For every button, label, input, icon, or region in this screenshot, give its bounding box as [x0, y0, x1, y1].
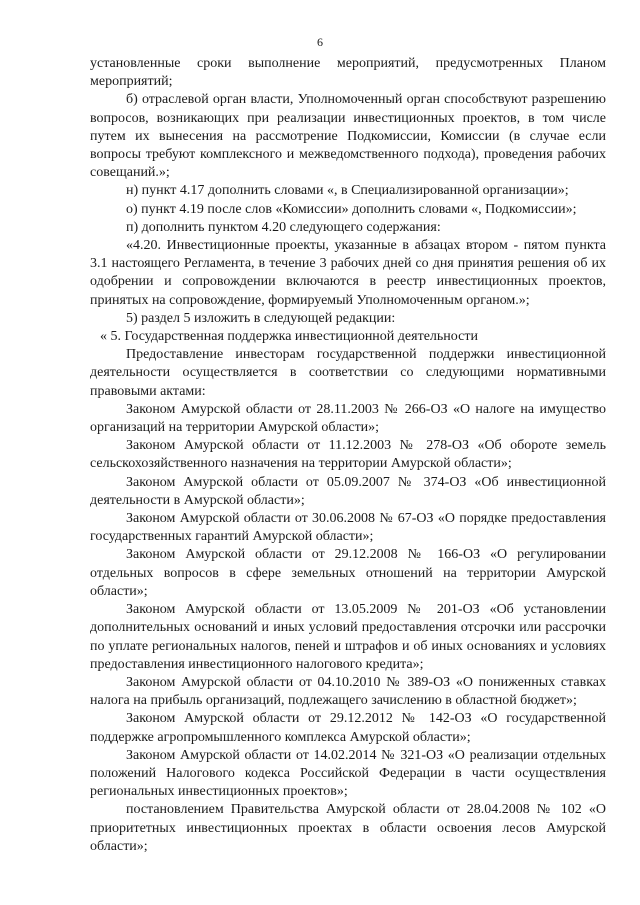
law-reference: Законом Амурской области от 05.09.2007 № 374-ОЗ «Об инвестиционной деятельности в Амурской области»;: [90, 474, 606, 508]
paragraph: «4.20. Инвестиционные проекты, указанные в абзацах втором - пятом пункта 3.1 настоящего Регламента, в течение 3 рабочих дней со дня принятия решения об их одобрении и сопровождении включаются в реестр инвестиционных проектов, принятых на сопровождение, формируемый Уполномоченным органом.»;: [90, 238, 606, 308]
paragraph: 5) раздел 5 изложить в следующей редакции:: [126, 310, 396, 326]
paragraph: н) пункт 4.17 дополнить словами «, в Специализированной организации»;: [126, 183, 569, 199]
law-reference: Законом Амурской области от 29.12.2008 № 166-ОЗ «О регулировании отдельных вопросов в сфере земельных отношений на территории Амурской области»;: [90, 547, 606, 599]
law-reference: Законом Амурской области от 11.12.2003 № 278-ОЗ «Об обороте земель сельскохозяйственного назначения на территории Амурской области»;: [90, 438, 606, 472]
law-reference: Законом Амурской области от 28.11.2003 № 266-ОЗ «О налоге на имущество организаций на территории Амурской области»;: [90, 401, 606, 436]
law-reference: Законом Амурской области от 13.05.2009 № 201-ОЗ «Об установлении дополнительных оснований и иных условий предоставления отсрочки или рассрочки по уплате региональных налогов, пеней и штрафов и об иных основаниях и условиях предоставления инвестиционного налогового кредита»;: [90, 602, 606, 672]
page-number: 6: [317, 35, 323, 49]
paragraph: б) отраслевой орган власти, Уполномоченный орган способствуют разрешению вопросов, возникающих при реализации инвестиционных проектов, в том числе путем их вынесения на рассмотрение Подкомиссии, Комиссии (в случае если вопросы требуют комплексного и межведомственного подхода), проведения рабочих совещаний.»;: [90, 92, 606, 181]
law-reference: Законом Амурской области от 14.02.2014 № 321-ОЗ «О реализации отдельных положений Налогового кодекса Российской Федерации в части осуществления региональных инвестиционных проектов»;: [90, 747, 606, 800]
paragraph: Предоставление инвесторам государственной поддержки инвестиционной деятельности осуществляется в соответствии со следующими нормативными правовыми актами:: [90, 347, 606, 399]
document-body: [90, 55, 606, 856]
section-heading: « 5. Государственная поддержка инвестиционной деятельности: [100, 329, 478, 345]
paragraph: установленные сроки выполнение мероприятий, предусмотренных Планом мероприятий;: [90, 56, 606, 90]
paragraph: п) дополнить пунктом 4.20 следующего содержания:: [126, 219, 441, 235]
paragraph: о) пункт 4.19 после слов «Комиссии» дополнить словами «, Подкомиссии»;: [126, 201, 577, 217]
law-reference: постановлением Правительства Амурской области от 28.04.2008 № 102 «О приоритетных инвестиционных проектах в области освоения лесов Амурской области»;: [90, 802, 606, 854]
law-reference: Законом Амурской области от 29.12.2012 № 142-ОЗ «О государственной поддержке агропромышленного комплекса Амурской области»;: [90, 711, 606, 745]
law-reference: Законом Амурской области от 04.10.2010 № 389-ОЗ «О пониженных ставках налога на прибыль организаций, подлежащего зачислению в областной бюджет»;: [90, 674, 606, 709]
law-reference: Законом Амурской области от 30.06.2008 № 67-ОЗ «О порядке предоставления государственных гарантий Амурской области»;: [90, 511, 606, 545]
